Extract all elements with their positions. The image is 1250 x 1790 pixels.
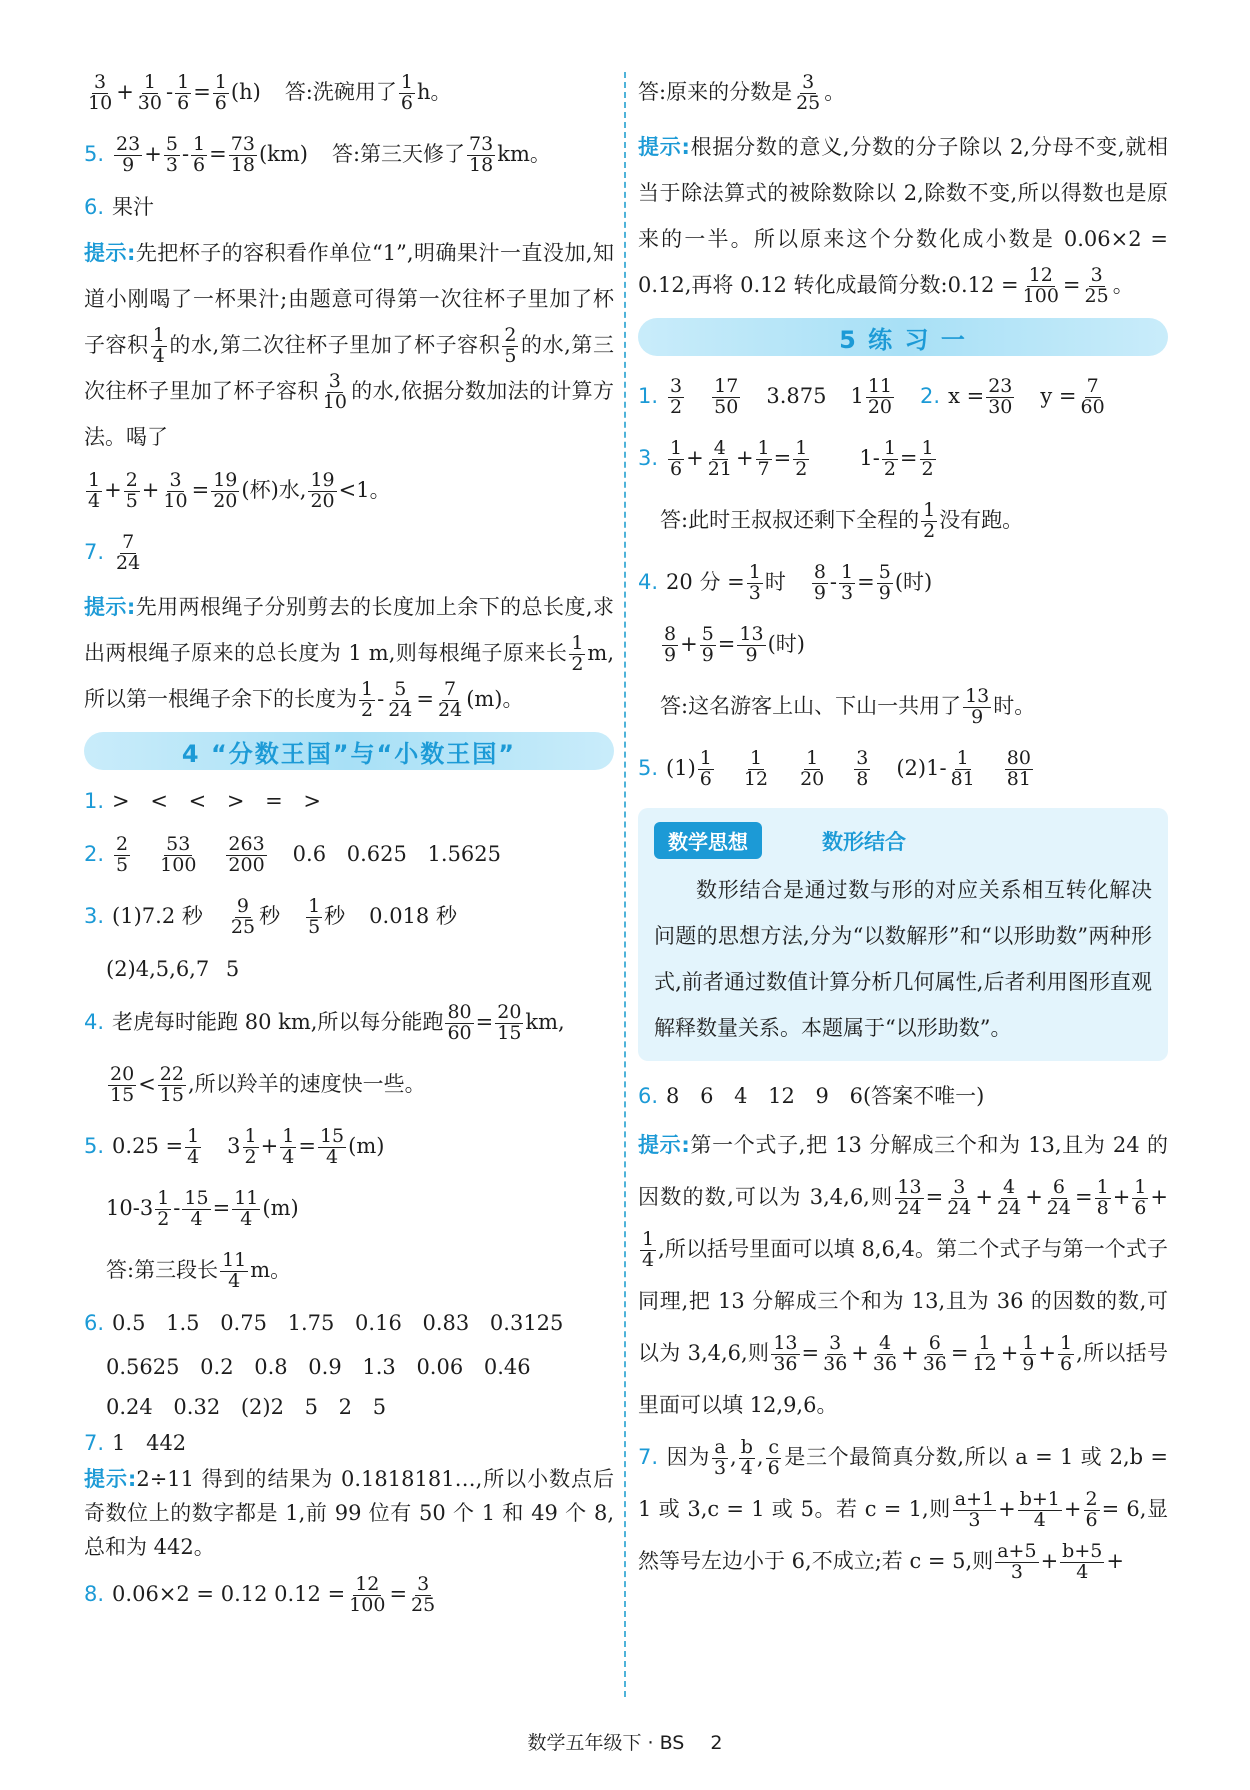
fraction: $\frac{1}{6}$ [193, 132, 206, 176]
s4-q3-part2: (2)4,5,6,7 5 [106, 957, 240, 982]
fraction: $\frac{3}{8}$ [856, 746, 869, 790]
s5-q3-answer: 答:此时王叔叔还剩下全程的 $\frac{1}{2}$ 没有跑。 [660, 498, 1024, 542]
s4-q7: 7. 1 442 [84, 1431, 187, 1456]
s4-q7-hint: 提示:2÷11 得到的结果为 0.1818181…,所以小数点后奇数位上的数字都是 1,前 99 位有 50 个 1 和 49 个 8,总和为 442。 [84, 1467, 615, 1559]
right-column [638, 62, 1168, 1587]
fraction: $\frac{11}{20}$ [867, 374, 893, 418]
fraction: $\frac{12}{100}$ [1022, 264, 1059, 307]
fraction: $\frac{1}{2}$ [795, 436, 808, 480]
fraction: $\frac{a+1}{3}$ [954, 1488, 995, 1531]
fraction: $\frac{13}{9}$ [965, 684, 990, 728]
s4-q5: 5. 0.25 = $\frac{1}{4}$ 3 $\frac{1}{2}$ + $\frac{1}{4}$ = $\frac{15}{4}$ (m) [84, 1124, 385, 1168]
fraction: $\frac{7}{24}$ [438, 678, 463, 721]
fraction: $\frac{3}{36}$ [823, 1332, 848, 1375]
fraction: $\frac{23}{30}$ [988, 374, 1013, 418]
s5-q4-line2: $\frac{8}{9}$ + $\frac{5}{9}$ = $\frac{13}{9}$ (时) [664, 622, 805, 666]
fraction: $\frac{b}{4}$ [740, 1436, 753, 1479]
fraction: $\frac{1}{2}$ [361, 678, 374, 721]
fraction: $\frac{5}{3}$ [165, 132, 178, 176]
s4-q5-answer: 答:第三段长 $\frac{11}{4}$ m。 [106, 1248, 292, 1292]
fraction: $\frac{1}{20}$ [800, 746, 825, 790]
fraction: $\frac{1}{2}$ [571, 632, 584, 675]
s4-q6-row1: 6. 0.5 1.5 0.75 1.75 0.16 0.83 0.3125 [84, 1311, 564, 1336]
fraction: $\frac{2}{5}$ [116, 832, 129, 876]
s4-q2: 2. $\frac{2}{5}$ $\frac{53}{100}$ $\frac{263}{200}$ 0.6 0.625 1.5625 [84, 832, 502, 876]
q6-answer: 6. 果汁 [84, 195, 155, 220]
s4-q6-row2: 0.5625 0.2 0.8 0.9 1.3 0.06 0.46 [106, 1355, 531, 1380]
fraction: $\frac{3}{25}$ [796, 70, 821, 114]
s5-q5: 5. (1) $\frac{1}{6}$ $\frac{1}{12}$ $\frac{1}{20}$ $\frac{3}{8}$ (2)1- $\frac{1}{81}$ $\frac{80}{81}$ [638, 746, 1031, 790]
fraction: $\frac{1}{9}$ [1022, 1332, 1035, 1375]
fraction: $\frac{3}{2}$ [670, 374, 683, 418]
q5-line: 5. $\frac{23}{9}$ + $\frac{5}{3}$ - $\frac{1}{6}$ = $\frac{73}{18}$ (km) 答:第三天修了 $\frac{73}{18}$ km。 [84, 132, 551, 176]
fraction: $\frac{7}{60}$ [1080, 374, 1105, 418]
math-thinking-box [638, 808, 1168, 1061]
left-column [84, 62, 614, 1626]
fraction: $\frac{13}{36}$ [773, 1332, 798, 1375]
fraction: $\frac{1}{4}$ [187, 1124, 200, 1168]
fraction: $\frac{6}{36}$ [922, 1332, 947, 1375]
fraction: $\frac{1}{30}$ [137, 70, 162, 114]
fraction: $\frac{1}{6}$ [177, 70, 190, 114]
fraction: $\frac{19}{20}$ [213, 468, 238, 512]
math-thinking-body: 数形结合是通过数与形的对应关系相互转化解决问题的思想方法,分为“以数解形”和“以形助数”两种形式,前者通过数值计算分析几何属性,后者利用图形直观解释数量关系。本题属于“以形助数”。 [654, 878, 1152, 1040]
s4-q3: 3. (1)7.2 秒 $\frac{9}{25}$ 秒 $\frac{1}{5}$ 秒 0.018 秒 [84, 894, 457, 938]
fraction: $\frac{3}{24}$ [947, 1176, 972, 1219]
fraction: $\frac{1}{6}$ [699, 746, 712, 790]
fraction: $\frac{9}{25}$ [230, 894, 256, 938]
fraction: $\frac{7}{24}$ [116, 530, 141, 574]
fraction: $\frac{1}{6}$ [1060, 1332, 1073, 1375]
fraction: $\frac{13}{9}$ [739, 622, 764, 666]
page-footer [0, 1728, 1250, 1755]
s5-q4: 4. 20 分 = $\frac{1}{3}$ 时 $\frac{8}{9}$ - $\frac{1}{3}$ = $\frac{5}{9}$ (时) [638, 560, 933, 604]
fraction: $\frac{80}{60}$ [447, 1000, 472, 1044]
fraction: $\frac{1}{4}$ [88, 468, 101, 512]
fraction: $\frac{15}{4}$ [184, 1186, 209, 1230]
fraction: $\frac{1}{6}$ [214, 70, 227, 114]
fraction: $\frac{c}{6}$ [767, 1436, 780, 1479]
fraction: $\frac{5}{24}$ [388, 678, 413, 721]
section-5-heading: 5 练 习 一 [638, 318, 1168, 356]
s4-q8: 8. 0.06×2 = 0.12 0.12 = $\frac{12}{100}$ = $\frac{3}{25}$ [84, 1572, 436, 1616]
math-thinking-tag: 数学思想 [654, 822, 762, 859]
fraction: $\frac{b+1}{4}$ [1019, 1488, 1060, 1531]
fraction: $\frac{73}{18}$ [230, 132, 255, 176]
fraction: $\frac{1}{4}$ [642, 1228, 655, 1271]
s4-q6-row3: 0.24 0.32 (2)2 5 2 5 [106, 1395, 387, 1420]
fraction: $\frac{8}{9}$ [813, 560, 826, 604]
fraction: $\frac{8}{9}$ [664, 622, 677, 666]
top-answer: 答:原来的分数是 $\frac{3}{25}$ 。 [638, 70, 846, 114]
fraction: $\frac{19}{20}$ [310, 468, 335, 512]
fraction: $\frac{5}{9}$ [878, 560, 891, 604]
fraction: $\frac{1}{6}$ [1134, 1176, 1147, 1219]
fraction: $\frac{a+5}{3}$ [997, 1540, 1037, 1583]
s5-q7: 7. 因为 $\frac{a}{3}$ , $\frac{b}{4}$ , $\frac{c}{6}$ 是三个最简真分数,所以 a = 1 或 2,b = 1 或 3,c = 1 或 5。若 c = 1,则 $\frac{a+1}{3}$ + $\frac{b+1}{4}$ + $\frac{2}{6}$ = 6,显然等号左边小于 6,不成立;若 c = 5,则 $\frac{a+5}{3}$ + $\frac{b+5}{4}$ + [638, 1436, 1169, 1583]
fraction: $\frac{1}{12}$ [743, 746, 769, 790]
fraction: $\frac{15}{4}$ [319, 1124, 345, 1168]
fraction: $\frac{80}{81}$ [1006, 746, 1031, 790]
s5-q3: 3. $\frac{1}{6}$ + $\frac{4}{21}$ + $\frac{1}{7}$ = $\frac{1}{2}$ 1- $\frac{1}{2}$ = $\frac{1}{2}$ [638, 436, 934, 480]
s4-q5-line2: 10-3 $\frac{1}{2}$ - $\frac{15}{4}$ = $\frac{11}{4}$ (m) [106, 1186, 299, 1230]
fraction: $\frac{12}{100}$ [349, 1572, 386, 1616]
fraction: $\frac{1}{2}$ [923, 498, 936, 542]
fraction: $\frac{2}{6}$ [1085, 1488, 1098, 1531]
math-thinking-title: 数形结合 [822, 829, 906, 854]
fraction: $\frac{1}{2}$ [921, 436, 934, 480]
fraction: $\frac{1}{2}$ [157, 1186, 170, 1230]
s4-q1: 1. > < < > = > [84, 789, 321, 814]
q7-answer: 7. $\frac{7}{24}$ [84, 530, 141, 574]
fraction: $\frac{1}{8}$ [1096, 1176, 1109, 1219]
fraction: $\frac{1}{2}$ [244, 1124, 257, 1168]
fraction: $\frac{1}{4}$ [282, 1124, 295, 1168]
fraction: $\frac{3}{10}$ [322, 370, 347, 413]
s5-q4-answer: 答:这名游客上山、下山一共用了 $\frac{13}{9}$ 时。 [660, 684, 1036, 728]
fraction: $\frac{4}{36}$ [872, 1332, 898, 1375]
fraction: $\frac{1}{81}$ [950, 746, 975, 790]
fraction: $\frac{1}{12}$ [972, 1332, 997, 1375]
fraction: $\frac{a}{3}$ [713, 1436, 727, 1479]
s5-q1-q2: 1. $\frac{3}{2}$ $\frac{17}{50}$ 3.875 1 $\frac{11}{20}$ 2. x = $\frac{23}{30}$ y = $\frac{7}{60}$ [638, 374, 1105, 418]
fraction: $\frac{b+5}{4}$ [1062, 1540, 1103, 1583]
fraction: $\frac{3}{25}$ [411, 1572, 436, 1616]
fraction: $\frac{6}{24}$ [1046, 1176, 1071, 1219]
s4-q4: 4. 老虎每时能跑 80 km,所以每分能跑 $\frac{80}{60}$ = $\frac{20}{15}$ km, [84, 1000, 565, 1044]
fraction: $\frac{1}{3}$ [841, 560, 854, 604]
fraction: $\frac{53}{100}$ [160, 832, 197, 876]
s5-q6: 6. 8 6 4 12 9 6(答案不唯一) [638, 1084, 985, 1109]
top-hint: 提示:根据分数的意义,分数的分子除以 2,分母不变,就相当于除法算式的被除数除以 2,除数不变,所以得数也是原来的一半。所以原来这个分数化成小数是 0.06×2 = 0.12,再将 0.12 转化成最简分数:0.12 = $\frac{12}{100}$ = $\frac{3}{25}$ 。 [638, 135, 1168, 307]
fraction: $\frac{1}{6}$ [400, 70, 413, 114]
footer-subject: 数学五年级下 · BS [527, 1732, 685, 1754]
s4-q4-compare: $\frac{20}{15}$ < $\frac{22}{15}$ ,所以羚羊的速度快一些。 [110, 1062, 426, 1106]
fraction: $\frac{1}{2}$ [883, 436, 896, 480]
q7-hint: 提示:先用两根绳子分别剪去的长度加上余下的总长度,求出两根绳子原来的总长度为 1 m,则每根绳子原来长 $\frac{1}{2}$ m,所以第一根绳子余下的长度为 $\frac{1}{2}$ - $\frac{5}{24}$ = $\frac{7}{24}$ (m)。 [84, 595, 614, 721]
fraction: $\frac{17}{50}$ [714, 374, 739, 418]
fraction: $\frac{4}{21}$ [707, 436, 732, 480]
fraction: $\frac{11}{4}$ [222, 1248, 247, 1292]
fraction: $\frac{3}{10}$ [88, 70, 113, 114]
fraction: $\frac{3}{10}$ [163, 468, 188, 512]
fraction: $\frac{263}{200}$ [228, 832, 265, 876]
fraction: $\frac{2}{5}$ [504, 324, 517, 367]
fraction: $\frac{1}{4}$ [152, 324, 165, 367]
fraction: $\frac{22}{15}$ [159, 1062, 184, 1106]
q6-calc: $\frac{1}{4}$ + $\frac{2}{5}$ + $\frac{3}{10}$ = $\frac{19}{20}$ (杯)水, $\frac{19}{20}$ <1。 [88, 468, 391, 512]
fraction: $\frac{1}{3}$ [748, 560, 761, 604]
fraction: $\frac{13}{24}$ [897, 1176, 922, 1219]
fraction: $\frac{2}{5}$ [125, 468, 138, 512]
fraction: $\frac{23}{9}$ [116, 132, 141, 176]
section-4-heading: 4 “分数王国”与“小数王国” [84, 732, 614, 770]
fraction: $\frac{73}{18}$ [469, 132, 494, 176]
fraction: $\frac{1}{6}$ [670, 436, 683, 480]
fraction: $\frac{1}{5}$ [308, 894, 321, 938]
q4-continued-line: $\frac{3}{10}$ + $\frac{1}{30}$ - $\frac{1}{6}$ = $\frac{1}{6}$ (h) 答:洗碗用了 $\frac{1}{6}$ h。 [88, 70, 452, 114]
fraction: $\frac{20}{15}$ [497, 1000, 522, 1044]
s5-q6-hint: 提示:第一个式子,把 13 分解成三个和为 13,且为 24 的因数的数,可以为 3,4,6,则 $\frac{13}{24}$ = $\frac{3}{24}$ + $\frac{4}{24}$ + $\frac{6}{24}$ = $\frac{1}{8}$ + $\frac{1}{6}$ + $\frac{1}{4}$ ,所以括号里面可以填 8,6,4。第二个式子与第一个式子同理,把 13 分解成三个和为 13,且为 36 的因数的数,可以为 3,4,6,则 $\frac{13}{36}$ = $\frac{3}{36}$ + $\frac{4}{36}$ + $\frac{6}{36}$ = $\frac{1}{12}$ + $\frac{1}{9}$ + $\frac{1}{6}$ ,所以括号里面可以填 12,9,6。 [638, 1133, 1168, 1417]
fraction: $\frac{20}{15}$ [110, 1062, 135, 1106]
column-divider [624, 72, 626, 1697]
fraction: $\frac{5}{9}$ [701, 622, 714, 666]
page-number: 2 [710, 1732, 723, 1754]
fraction: $\frac{1}{7}$ [757, 436, 770, 480]
fraction: $\frac{11}{4}$ [234, 1186, 259, 1230]
fraction: $\frac{3}{25}$ [1084, 264, 1109, 307]
q6-hint: 提示:先把杯子的容积看作单位“1”,明确果汁一直没加,知道小刚喝了一杯果汁;由题意可得第一次往杯子里加了杯子容积 $\frac{1}{4}$ 的水,第二次往杯子里加了杯子容积 $\frac{2}{5}$ 的水,第三次往杯子里加了杯子容积 $\frac{3}{10}$ 的水,依据分数加法的计算方法。喝了 [84, 241, 614, 449]
fraction: $\frac{4}{24}$ [997, 1176, 1022, 1219]
